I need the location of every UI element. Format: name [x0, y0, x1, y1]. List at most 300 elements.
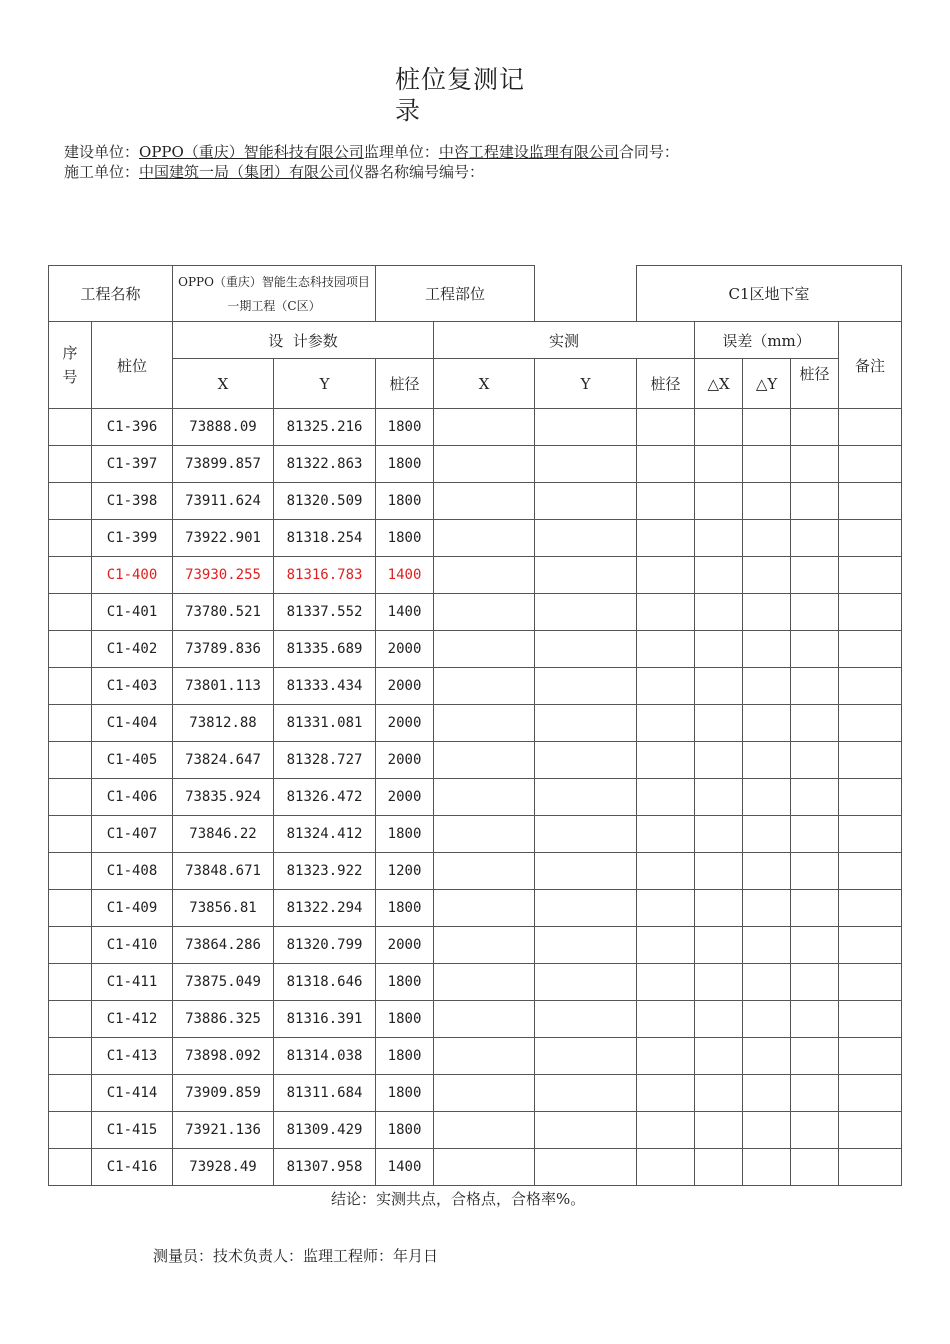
seq-cell — [49, 631, 92, 668]
error-dx-cell — [695, 742, 743, 779]
design-dia-cell: 1800 — [376, 1038, 434, 1075]
measured-x-cell — [434, 668, 535, 705]
error-dx-cell — [695, 1075, 743, 1112]
table-row — [49, 1001, 902, 1038]
design-y-cell: 81309.429 — [274, 1112, 376, 1149]
design-y-cell: 81322.863 — [274, 446, 376, 483]
instrument-label: 仪器名称编号编号： — [349, 163, 485, 181]
error-dx-cell — [695, 520, 743, 557]
design-y-cell: 81311.684 — [274, 1075, 376, 1112]
pile-cell: C1-402 — [92, 631, 173, 668]
design-dia-header: 桩径 — [376, 359, 434, 409]
design-y-header: Y — [274, 359, 376, 409]
design-x-cell: 73780.521 — [173, 594, 274, 631]
table-row — [49, 927, 902, 964]
design-y-cell: 81320.799 — [274, 927, 376, 964]
error-dia-cell — [791, 742, 839, 779]
table-row — [49, 816, 902, 853]
pile-cell: C1-400 — [92, 557, 173, 594]
error-dx-cell — [695, 927, 743, 964]
note-cell — [839, 668, 902, 705]
seq-cell — [49, 705, 92, 742]
error-dia-cell — [791, 927, 839, 964]
measured-header: 实测 — [434, 322, 695, 359]
measured-x-cell — [434, 927, 535, 964]
supervise-unit-label: 监理单位： — [363, 143, 439, 161]
measured-dia-cell — [637, 1112, 695, 1149]
seq-cell — [49, 1075, 92, 1112]
design-dia-cell: 1800 — [376, 409, 434, 446]
measured-x-cell — [434, 1075, 535, 1112]
measured-x-cell — [434, 520, 535, 557]
design-dia-cell: 1800 — [376, 1112, 434, 1149]
measured-dia-cell — [637, 779, 695, 816]
measured-y-cell — [535, 816, 637, 853]
measured-dia-cell — [637, 631, 695, 668]
note-cell — [839, 964, 902, 1001]
measured-y-cell — [535, 1038, 637, 1075]
design-dia-cell: 2000 — [376, 779, 434, 816]
design-x-cell: 73922.901 — [173, 520, 274, 557]
pile-cell: C1-407 — [92, 816, 173, 853]
table-row — [49, 853, 902, 890]
seq-cell — [49, 779, 92, 816]
seq-cell — [49, 1112, 92, 1149]
design-x-cell: 73930.255 — [173, 557, 274, 594]
seq-cell — [49, 927, 92, 964]
measured-x-cell — [434, 409, 535, 446]
seq-cell — [49, 1001, 92, 1038]
design-x-cell: 73801.113 — [173, 668, 274, 705]
pile-cell: C1-416 — [92, 1149, 173, 1186]
error-dy-cell — [743, 964, 791, 1001]
design-x-cell: 73899.857 — [173, 446, 274, 483]
seq-cell — [49, 409, 92, 446]
measured-x-cell — [434, 446, 535, 483]
design-y-cell: 81333.434 — [274, 668, 376, 705]
measured-dia-cell — [637, 853, 695, 890]
design-dia-cell: 2000 — [376, 705, 434, 742]
error-dia-cell — [791, 631, 839, 668]
note-cell — [839, 631, 902, 668]
signature-line: 测量员：技术负责人：监理工程师：年月日 — [153, 1247, 439, 1265]
measured-dia-cell — [637, 409, 695, 446]
measured-x-cell — [434, 816, 535, 853]
table-row — [49, 520, 902, 557]
seq-cell — [49, 1149, 92, 1186]
error-dia-cell — [791, 964, 839, 1001]
note-cell — [839, 409, 902, 446]
measured-dia-cell — [637, 557, 695, 594]
project-name-label: 工程名称 — [49, 266, 173, 322]
measured-y-cell — [535, 1001, 637, 1038]
measured-x-cell — [434, 594, 535, 631]
measured-dia-header: 桩径 — [637, 359, 695, 409]
note-cell — [839, 927, 902, 964]
note-cell — [839, 1112, 902, 1149]
note-cell — [839, 853, 902, 890]
error-dx-cell — [695, 594, 743, 631]
design-dia-cell: 1800 — [376, 1001, 434, 1038]
table-row — [49, 446, 902, 483]
error-dx-cell — [695, 890, 743, 927]
error-dy-cell — [743, 816, 791, 853]
design-dia-cell: 2000 — [376, 927, 434, 964]
error-dx-cell — [695, 1001, 743, 1038]
measured-dia-cell — [637, 816, 695, 853]
error-dx-cell — [695, 409, 743, 446]
design-x-cell: 73898.092 — [173, 1038, 274, 1075]
pile-cell: C1-403 — [92, 668, 173, 705]
design-dia-cell: 1800 — [376, 446, 434, 483]
measured-y-cell — [535, 1112, 637, 1149]
measured-x-cell — [434, 631, 535, 668]
pile-cell: C1-398 — [92, 483, 173, 520]
design-y-cell: 81318.646 — [274, 964, 376, 1001]
measured-dia-cell — [637, 668, 695, 705]
design-dia-cell: 1200 — [376, 853, 434, 890]
measured-x-header: X — [434, 359, 535, 409]
error-dia-cell — [791, 409, 839, 446]
design-y-cell: 81324.412 — [274, 816, 376, 853]
seq-cell — [49, 890, 92, 927]
error-dy-cell — [743, 705, 791, 742]
design-x-cell: 73921.136 — [173, 1112, 274, 1149]
seq-cell — [49, 853, 92, 890]
design-header: 设 计参数 — [173, 322, 434, 359]
seq-cell — [49, 483, 92, 520]
error-dy-cell — [743, 853, 791, 890]
pile-cell: C1-408 — [92, 853, 173, 890]
pile-header: 桩位 — [92, 322, 173, 409]
seq-header: 序号 — [49, 322, 92, 409]
pile-cell: C1-399 — [92, 520, 173, 557]
error-dx-cell — [695, 853, 743, 890]
pile-cell: C1-410 — [92, 927, 173, 964]
supervise-unit-value: 中咨工程建设监理有限公司 — [438, 143, 619, 161]
note-cell — [839, 705, 902, 742]
note-cell — [839, 483, 902, 520]
table-row — [49, 483, 902, 520]
pile-cell: C1-401 — [92, 594, 173, 631]
measured-y-cell — [535, 890, 637, 927]
measured-y-cell — [535, 1149, 637, 1186]
design-x-cell: 73856.81 — [173, 890, 274, 927]
design-dia-cell: 1800 — [376, 520, 434, 557]
pile-cell: C1-415 — [92, 1112, 173, 1149]
note-cell — [839, 446, 902, 483]
table-row — [49, 779, 902, 816]
measured-y-cell — [535, 927, 637, 964]
measured-y-cell — [535, 557, 637, 594]
document-title: 桩位复测记录 — [395, 65, 526, 125]
measured-x-cell — [434, 705, 535, 742]
design-y-cell: 81314.038 — [274, 1038, 376, 1075]
measured-x-cell — [434, 1149, 535, 1186]
error-dia-cell — [791, 779, 839, 816]
pile-survey-table — [48, 265, 902, 1186]
error-dy-cell — [743, 631, 791, 668]
design-dia-cell: 1800 — [376, 816, 434, 853]
table-row — [49, 1112, 902, 1149]
note-cell — [839, 779, 902, 816]
error-dy-cell — [743, 409, 791, 446]
table-row — [49, 409, 902, 446]
design-x-cell: 73928.49 — [173, 1149, 274, 1186]
design-x-cell: 73864.286 — [173, 927, 274, 964]
error-dy-cell — [743, 742, 791, 779]
error-dy-cell — [743, 890, 791, 927]
seq-cell — [49, 668, 92, 705]
measured-x-cell — [434, 557, 535, 594]
design-y-cell: 81322.294 — [274, 890, 376, 927]
error-dx-cell — [695, 483, 743, 520]
construct-unit-value: 中国建筑一局（集团）有限公司 — [139, 163, 350, 181]
note-cell — [839, 557, 902, 594]
design-y-cell: 81326.472 — [274, 779, 376, 816]
measured-y-cell — [535, 483, 637, 520]
measured-dia-cell — [637, 927, 695, 964]
measured-y-cell — [535, 631, 637, 668]
error-dy-cell — [743, 927, 791, 964]
table-row — [49, 890, 902, 927]
pile-cell: C1-396 — [92, 409, 173, 446]
measured-dia-cell — [637, 446, 695, 483]
error-dia-cell — [791, 668, 839, 705]
measured-dia-cell — [637, 890, 695, 927]
measured-y-cell — [535, 1075, 637, 1112]
project-name-value: OPPO（重庆）智能生态科技园项目一期工程（C区） — [173, 266, 376, 322]
build-unit-value: OPPO（重庆）智能科技有限公司 — [139, 143, 364, 161]
measured-y-cell — [535, 964, 637, 1001]
measured-x-cell — [434, 1038, 535, 1075]
error-dx-cell — [695, 1149, 743, 1186]
error-dy-cell — [743, 1112, 791, 1149]
error-dy-cell — [743, 779, 791, 816]
table-row — [49, 668, 902, 705]
measured-y-cell — [535, 520, 637, 557]
table-row — [49, 1075, 902, 1112]
design-y-cell: 81323.922 — [274, 853, 376, 890]
measured-dia-cell — [637, 594, 695, 631]
error-dy-cell — [743, 446, 791, 483]
pile-cell: C1-411 — [92, 964, 173, 1001]
error-dia-cell — [791, 483, 839, 520]
design-x-cell: 73812.88 — [173, 705, 274, 742]
design-y-cell: 81337.552 — [274, 594, 376, 631]
conclusion-text: 结论：实测共点，合格点，合格率%。 — [331, 1190, 586, 1208]
measured-y-cell — [535, 446, 637, 483]
note-cell — [839, 594, 902, 631]
design-y-cell: 81325.216 — [274, 409, 376, 446]
measured-x-cell — [434, 1001, 535, 1038]
error-dy-cell — [743, 594, 791, 631]
design-y-cell: 81328.727 — [274, 742, 376, 779]
measured-x-cell — [434, 742, 535, 779]
pile-cell: C1-397 — [92, 446, 173, 483]
note-cell — [839, 520, 902, 557]
table-row — [49, 705, 902, 742]
seq-cell — [49, 964, 92, 1001]
pile-cell: C1-406 — [92, 779, 173, 816]
note-cell — [839, 1038, 902, 1075]
seq-cell — [49, 742, 92, 779]
error-dx-cell — [695, 1038, 743, 1075]
error-header: 误差（mm） — [695, 322, 839, 359]
measured-dia-cell — [637, 1001, 695, 1038]
seq-cell — [49, 520, 92, 557]
error-dia-cell — [791, 816, 839, 853]
measured-dia-cell — [637, 705, 695, 742]
note-cell — [839, 1075, 902, 1112]
table-row — [49, 594, 902, 631]
design-y-cell: 81331.081 — [274, 705, 376, 742]
measured-y-cell — [535, 742, 637, 779]
measured-dia-cell — [637, 742, 695, 779]
design-y-cell: 81335.689 — [274, 631, 376, 668]
measured-x-cell — [434, 779, 535, 816]
measured-y-cell — [535, 409, 637, 446]
table-row — [49, 1038, 902, 1075]
seq-cell — [49, 446, 92, 483]
contract-number-label: 合同号： — [618, 143, 679, 161]
error-dia-cell — [791, 1149, 839, 1186]
table-row — [49, 742, 902, 779]
design-dia-cell: 2000 — [376, 668, 434, 705]
error-dy-cell — [743, 520, 791, 557]
note-cell — [839, 1001, 902, 1038]
location-spacer — [535, 266, 637, 322]
construct-unit-label: 施工单位： — [64, 163, 140, 181]
design-dia-cell: 2000 — [376, 631, 434, 668]
info-line-construct — [64, 161, 484, 182]
error-dx-cell — [695, 1112, 743, 1149]
error-dia-cell — [791, 594, 839, 631]
seq-cell — [49, 816, 92, 853]
error-dia-cell — [791, 1038, 839, 1075]
error-dy-cell — [743, 1001, 791, 1038]
seq-cell — [49, 557, 92, 594]
design-x-cell: 73875.049 — [173, 964, 274, 1001]
note-cell — [839, 816, 902, 853]
design-x-cell: 73835.924 — [173, 779, 274, 816]
location-label: 工程部位 — [376, 266, 535, 322]
error-dy-cell — [743, 1038, 791, 1075]
design-x-header: X — [173, 359, 274, 409]
design-x-cell: 73888.09 — [173, 409, 274, 446]
measured-x-cell — [434, 1112, 535, 1149]
design-dia-cell: 1400 — [376, 594, 434, 631]
measured-dia-cell — [637, 1075, 695, 1112]
design-dia-cell: 1800 — [376, 890, 434, 927]
error-dia-cell — [791, 705, 839, 742]
error-dia-cell — [791, 446, 839, 483]
measured-dia-cell — [637, 520, 695, 557]
measured-dia-cell — [637, 1149, 695, 1186]
measured-x-cell — [434, 853, 535, 890]
error-dx-cell — [695, 779, 743, 816]
error-dx-cell — [695, 964, 743, 1001]
design-dia-cell: 1400 — [376, 1149, 434, 1186]
table-row — [49, 964, 902, 1001]
design-dia-cell: 1400 — [376, 557, 434, 594]
pile-cell: C1-412 — [92, 1001, 173, 1038]
measured-y-cell — [535, 668, 637, 705]
error-dx-cell — [695, 446, 743, 483]
measured-dia-cell — [637, 964, 695, 1001]
error-dia-cell — [791, 557, 839, 594]
design-x-cell: 73911.624 — [173, 483, 274, 520]
design-y-cell: 81316.391 — [274, 1001, 376, 1038]
note-cell — [839, 742, 902, 779]
error-dia-cell — [791, 890, 839, 927]
design-x-cell: 73848.671 — [173, 853, 274, 890]
measured-x-cell — [434, 483, 535, 520]
info-line-build — [64, 141, 679, 162]
error-dx-cell — [695, 816, 743, 853]
error-dia-cell — [791, 1075, 839, 1112]
design-y-cell: 81320.509 — [274, 483, 376, 520]
error-dx-cell — [695, 631, 743, 668]
note-header: 备注 — [839, 322, 902, 409]
error-dy-cell — [743, 1075, 791, 1112]
error-dx-cell — [695, 705, 743, 742]
design-dia-cell: 1800 — [376, 1075, 434, 1112]
pile-cell: C1-405 — [92, 742, 173, 779]
error-dy-cell — [743, 557, 791, 594]
design-dia-cell: 1800 — [376, 964, 434, 1001]
error-dy-cell — [743, 668, 791, 705]
error-dx-header: △X — [695, 359, 743, 409]
seq-cell — [49, 1038, 92, 1075]
note-cell — [839, 1149, 902, 1186]
design-y-cell: 81318.254 — [274, 520, 376, 557]
table-row — [49, 631, 902, 668]
pile-cell: C1-404 — [92, 705, 173, 742]
measured-y-cell — [535, 779, 637, 816]
error-dx-cell — [695, 668, 743, 705]
measured-y-cell — [535, 594, 637, 631]
measured-y-cell — [535, 705, 637, 742]
measured-y-cell — [535, 853, 637, 890]
design-dia-cell: 2000 — [376, 742, 434, 779]
table-row — [49, 1149, 902, 1186]
design-x-cell: 73846.22 — [173, 816, 274, 853]
design-y-cell: 81316.783 — [274, 557, 376, 594]
table-row — [49, 557, 902, 594]
error-dia-cell — [791, 520, 839, 557]
error-dia-cell — [791, 1001, 839, 1038]
location-value: C1区地下室 — [637, 266, 902, 322]
pile-cell: C1-414 — [92, 1075, 173, 1112]
measured-x-cell — [434, 890, 535, 927]
pile-cell: C1-413 — [92, 1038, 173, 1075]
error-dy-cell — [743, 483, 791, 520]
pile-cell: C1-409 — [92, 890, 173, 927]
design-x-cell: 73824.647 — [173, 742, 274, 779]
build-unit-label: 建设单位： — [64, 143, 140, 161]
measured-dia-cell — [637, 483, 695, 520]
design-x-cell: 73909.859 — [173, 1075, 274, 1112]
error-dx-cell — [695, 557, 743, 594]
design-y-cell: 81307.958 — [274, 1149, 376, 1186]
seq-cell — [49, 594, 92, 631]
error-dia-cell — [791, 853, 839, 890]
error-dia-cell — [791, 1112, 839, 1149]
design-dia-cell: 1800 — [376, 483, 434, 520]
measured-y-header: Y — [535, 359, 637, 409]
error-dy-header: △Y — [743, 359, 791, 409]
